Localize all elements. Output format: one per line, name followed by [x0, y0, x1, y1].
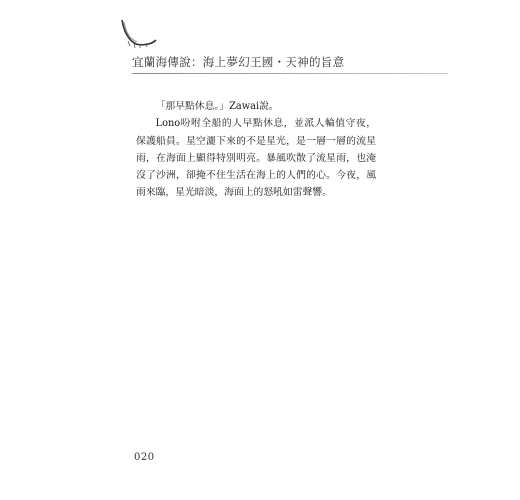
- body-text: [136, 98, 376, 202]
- page-number: 020: [134, 452, 155, 463]
- paragraph: Lono吩咐全船的人早點休息，並派人輪值守夜，保護船員。星空灑下來的不是星光，是一層一層的流星雨，在海面上顯得特別明亮。暴風吹散了流星雨，也淹沒了沙洲，卻掩不住生活在海上的人們的心。今夜，風雨來臨，星光暗淡，海面上的怒吼如雷聲響。: [136, 118, 376, 199]
- boat-icon: [118, 18, 158, 50]
- paragraph: 「那早點休息。」Zawai說。: [155, 101, 279, 112]
- header-divider: [132, 73, 448, 74]
- running-header: [118, 18, 345, 70]
- header-title: 宜蘭海傳說：海上夢幻王國・天神的旨意: [132, 55, 345, 69]
